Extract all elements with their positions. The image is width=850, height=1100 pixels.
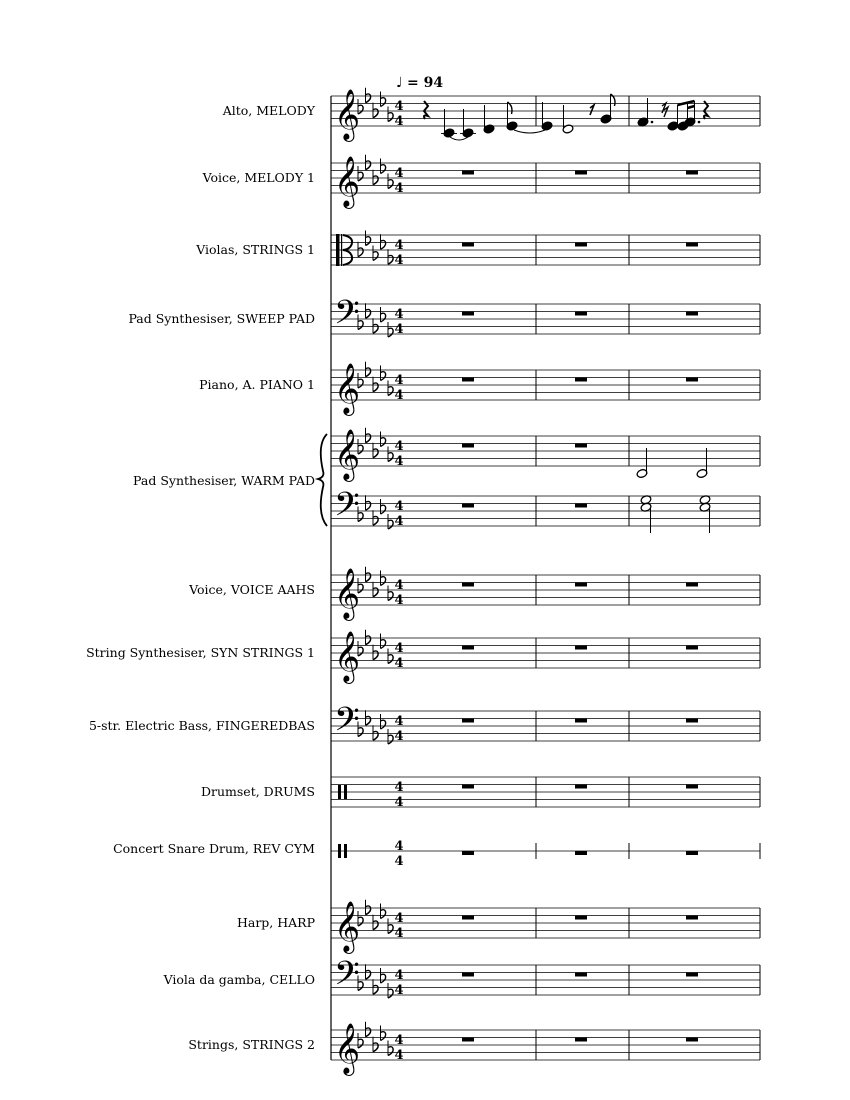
staff-alto-melody-time-signature-top: 4 — [394, 99, 404, 114]
staff-alto-melody-flat-icon — [381, 92, 386, 107]
staff-pad-synthesiser-warm-pad-lower-whole-rest-icon — [575, 504, 587, 508]
instrument-label: Harp, HARP — [236, 915, 315, 930]
alto-melody-sixteenth-rest-icon — [662, 103, 668, 117]
staff-violas-strings-1-flat-icon — [373, 246, 378, 261]
staff-5-str-electric-bass-fingeredbas-flat-icon — [366, 710, 371, 725]
staff-voice-melody-1-whole-rest-icon — [575, 171, 587, 175]
staff-violas-strings-1-flat-icon — [358, 242, 363, 257]
staff-voice-voice-aahs-time-signature-bottom: 4 — [394, 593, 404, 608]
staff-harp-harp-flat-icon — [366, 900, 371, 915]
staff-drumset-drums-whole-rest-icon — [686, 785, 698, 789]
instrument-label: Pad Synthesiser, SWEEP PAD — [128, 311, 315, 326]
staff-harp-harp-treble-clef-icon: 𝄞 — [334, 901, 361, 952]
instrument-label: Strings, STRINGS 2 — [188, 1037, 315, 1052]
staff-piano-a-piano-1-time-signature-bottom: 4 — [394, 388, 404, 403]
staff-pad-synthesiser-sweep-pad-bass-clef-icon: 𝄢 — [334, 294, 360, 340]
staff-string-synthesiser-syn-strings-1-flat-icon — [373, 645, 378, 660]
instrument-label: 5-str. Electric Bass, FINGEREDBAS — [88, 718, 315, 733]
staff-pad-synthesiser-sweep-pad-whole-rest-icon — [686, 312, 698, 316]
staff-harp-harp-time-signature-top: 4 — [394, 911, 404, 926]
staff-alto-melody-treble-clef-icon: 𝄞 — [334, 89, 361, 140]
staff-concert-snare-drum-rev-cym-whole-rest-icon — [686, 851, 698, 855]
staff-pad-synthesiser-warm-pad-upper-whole-rest-icon — [575, 444, 587, 448]
alto-melody-beam — [678, 101, 695, 105]
instrument-label: Alto, MELODY — [222, 103, 315, 118]
staff-voice-melody-1-flat-icon — [388, 174, 393, 189]
alto-melody-tie — [450, 137, 468, 140]
tempo-note-icon: ♩ — [396, 75, 403, 91]
staff-voice-melody-1-flat-icon — [366, 155, 371, 170]
staff-strings-strings-2-whole-rest-icon — [575, 1038, 587, 1042]
staff-string-synthesiser-syn-strings-1-time-signature-top: 4 — [394, 641, 404, 656]
staff-viola-da-gamba-cello-flat-icon — [388, 983, 393, 998]
staff-concert-snare-drum-rev-cym-time-signature-top: 4 — [394, 839, 404, 854]
staff-strings-strings-2-flat-icon — [381, 1026, 386, 1041]
staff-violas-strings-1-flat-icon — [381, 234, 386, 249]
staff-pad-synthesiser-warm-pad-lower-flat-icon — [366, 495, 371, 510]
alto-melody-eighth-rest-icon — [590, 105, 594, 115]
staff-5-str-electric-bass-fingeredbas-flat-icon — [381, 714, 386, 729]
staff-string-synthesiser-syn-strings-1-time-signature-bottom: 4 — [394, 656, 404, 671]
staff-viola-da-gamba-cello-time-signature-bottom: 4 — [394, 983, 404, 998]
staff-voice-voice-aahs-flat-icon — [366, 567, 371, 582]
staff-pad-synthesiser-sweep-pad-time-signature-top: 4 — [394, 307, 404, 322]
alto-melody-dot — [698, 121, 701, 124]
staff-drumset-drums-whole-rest-icon — [462, 785, 474, 789]
staff-drumset-drums-time-signature-bottom: 4 — [394, 795, 404, 810]
staff-harp-harp-flat-icon — [381, 904, 386, 919]
staff-voice-voice-aahs-whole-rest-icon — [462, 583, 474, 587]
instrument-label: Piano, A. PIANO 1 — [199, 377, 315, 392]
staff-voice-voice-aahs-whole-rest-icon — [686, 583, 698, 587]
staff-pad-synthesiser-sweep-pad-whole-rest-icon — [575, 312, 587, 316]
staff-voice-voice-aahs-flat-icon — [388, 586, 393, 601]
staff-pad-synthesiser-sweep-pad-time-signature-bottom: 4 — [394, 322, 404, 337]
staff-string-synthesiser-syn-strings-1-flat-icon — [366, 630, 371, 645]
staff-viola-da-gamba-cello-whole-rest-icon — [686, 973, 698, 977]
tempo-marking: = 94 — [407, 75, 444, 91]
staff-voice-melody-1-time-signature-bottom: 4 — [394, 181, 404, 196]
staff-viola-da-gamba-cello-flat-icon — [366, 964, 371, 979]
staff-5-str-electric-bass-fingeredbas-bass-clef-icon: 𝄢 — [334, 701, 360, 747]
staff-5-str-electric-bass-fingeredbas-time-signature-top: 4 — [394, 714, 404, 729]
staff-voice-voice-aahs-whole-rest-icon — [575, 583, 587, 587]
staff-pad-synthesiser-sweep-pad-flat-icon — [373, 318, 378, 333]
staff-harp-harp-flat-icon — [373, 915, 378, 930]
staff-piano-a-piano-1-flat-icon — [373, 377, 378, 392]
instrument-label: Violas, STRINGS 1 — [196, 242, 315, 257]
staff-voice-voice-aahs-treble-clef-icon: 𝄞 — [334, 568, 361, 619]
staff-pad-synthesiser-warm-pad-upper-whole-rest-icon — [462, 444, 474, 448]
staff-violas-strings-1-whole-rest-icon — [462, 243, 474, 247]
alto-melody-tie — [514, 130, 545, 133]
staff-pad-synthesiser-sweep-pad-whole-rest-icon — [462, 312, 474, 316]
staff-piano-a-piano-1-whole-rest-icon — [575, 378, 587, 382]
staff-pad-synthesiser-warm-pad-upper-treble-clef-icon: 𝄞 — [334, 429, 361, 480]
staff-pad-synthesiser-warm-pad-lower-flat-icon — [388, 514, 393, 529]
staff-piano-a-piano-1-flat-icon — [381, 366, 386, 381]
staff-violas-strings-1-time-signature-top: 4 — [394, 238, 404, 253]
staff-pad-synthesiser-warm-pad-lower-bass-clef-icon: 𝄢 — [334, 486, 360, 532]
staff-pad-synthesiser-sweep-pad-flat-icon — [366, 303, 371, 318]
staff-harp-harp-flat-icon — [388, 919, 393, 934]
staff-pad-synthesiser-warm-pad-lower-flat-icon — [381, 499, 386, 514]
staff-pad-synthesiser-warm-pad-lower-time-signature-top: 4 — [394, 499, 404, 514]
staff-string-synthesiser-syn-strings-1-treble-clef-icon: 𝄞 — [334, 631, 361, 682]
instrument-label: Drumset, DRUMS — [200, 784, 315, 799]
staff-alto-melody-flat-icon — [366, 88, 371, 103]
staff-alto-melody-time-signature-bottom: 4 — [394, 114, 404, 129]
alto-melody-beam — [688, 106, 695, 108]
staff-piano-a-piano-1-flat-icon — [366, 362, 371, 377]
staff-5-str-electric-bass-fingeredbas-flat-icon — [373, 725, 378, 740]
staff-strings-strings-2-time-signature-top: 4 — [394, 1033, 404, 1048]
staff-strings-strings-2-treble-clef-icon: 𝄞 — [334, 1023, 361, 1074]
staff-pad-synthesiser-warm-pad-lower-whole-rest-icon — [462, 504, 474, 508]
staff-string-synthesiser-syn-strings-1-flat-icon — [388, 649, 393, 664]
staff-piano-a-piano-1-time-signature-top: 4 — [394, 373, 404, 388]
staff-piano-a-piano-1-treble-clef-icon: 𝄞 — [334, 363, 361, 414]
staff-voice-melody-1-flat-icon — [381, 159, 386, 174]
staff-strings-strings-2-flat-icon — [388, 1041, 393, 1056]
instrument-label: Pad Synthesiser, WARM PAD — [133, 473, 315, 488]
staff-harp-harp-whole-rest-icon — [575, 916, 587, 920]
staff-pad-synthesiser-warm-pad-upper-time-signature-top: 4 — [394, 439, 404, 454]
staff-viola-da-gamba-cello-bass-clef-icon: 𝄢 — [334, 955, 360, 1001]
staff-harp-harp-whole-rest-icon — [462, 916, 474, 920]
instrument-label: Voice, MELODY 1 — [202, 170, 315, 185]
staff-viola-da-gamba-cello-time-signature-top: 4 — [394, 968, 404, 983]
staff-5-str-electric-bass-fingeredbas-time-signature-bottom: 4 — [394, 729, 404, 744]
staff-strings-strings-2-flat-icon — [373, 1037, 378, 1052]
staff-pad-synthesiser-warm-pad-upper-flat-icon — [373, 443, 378, 458]
staff-piano-a-piano-1-whole-rest-icon — [462, 378, 474, 382]
staff-harp-harp-time-signature-bottom: 4 — [394, 926, 404, 941]
staff-pad-synthesiser-sweep-pad-flat-icon — [388, 322, 393, 337]
staff-concert-snare-drum-rev-cym-whole-rest-icon — [462, 851, 474, 855]
staff-drumset-drums-percussion-clef-icon — [338, 785, 341, 799]
staff-pad-synthesiser-sweep-pad-flat-icon — [381, 307, 386, 322]
staff-voice-melody-1-time-signature-top: 4 — [394, 166, 404, 181]
staff-pad-synthesiser-warm-pad-upper-flat-icon — [388, 447, 393, 462]
staff-5-str-electric-bass-fingeredbas-flat-icon — [388, 729, 393, 744]
staff-voice-melody-1-treble-clef-icon: 𝄞 — [334, 156, 361, 207]
staff-concert-snare-drum-rev-cym-percussion-clef-icon — [338, 844, 341, 858]
staff-viola-da-gamba-cello-flat-icon — [381, 968, 386, 983]
instrument-label: Viola da gamba, CELLO — [163, 972, 315, 987]
staff-piano-a-piano-1-flat-icon — [388, 381, 393, 396]
staff-alto-melody-flat-icon — [373, 103, 378, 118]
staff-pad-synthesiser-warm-pad-lower-time-signature-bottom: 4 — [394, 514, 404, 529]
staff-harp-harp-whole-rest-icon — [686, 916, 698, 920]
staff-5-str-electric-bass-fingeredbas-whole-rest-icon — [462, 719, 474, 723]
staff-string-synthesiser-syn-strings-1-whole-rest-icon — [575, 646, 587, 650]
staff-voice-voice-aahs-flat-icon — [373, 582, 378, 597]
staff-viola-da-gamba-cello-flat-icon — [373, 979, 378, 994]
instrument-label: Concert Snare Drum, REV CYM — [113, 841, 315, 856]
staff-pad-synthesiser-warm-pad-upper-time-signature-bottom: 4 — [394, 454, 404, 469]
staff-5-str-electric-bass-fingeredbas-whole-rest-icon — [686, 719, 698, 723]
instrument-label: String Synthesiser, SYN STRINGS 1 — [86, 645, 315, 660]
staff-violas-strings-1-time-signature-bottom: 4 — [394, 253, 404, 268]
staff-5-str-electric-bass-fingeredbas-whole-rest-icon — [575, 719, 587, 723]
staff-drumset-drums-whole-rest-icon — [575, 785, 587, 789]
staff-violas-strings-1-whole-rest-icon — [686, 243, 698, 247]
staff-concert-snare-drum-rev-cym-time-signature-bottom: 4 — [394, 854, 404, 869]
staff-voice-voice-aahs-flat-icon — [381, 571, 386, 586]
staff-viola-da-gamba-cello-whole-rest-icon — [575, 973, 587, 977]
staff-piano-a-piano-1-whole-rest-icon — [686, 378, 698, 382]
staff-concert-snare-drum-rev-cym-whole-rest-icon — [575, 851, 587, 855]
staff-voice-melody-1-flat-icon — [373, 170, 378, 185]
staff-string-synthesiser-syn-strings-1-whole-rest-icon — [462, 646, 474, 650]
staff-pad-synthesiser-warm-pad-lower-flat-icon — [373, 510, 378, 525]
staff-drumset-drums-percussion-clef-icon — [344, 785, 347, 799]
alto-melody-dot — [651, 121, 654, 124]
staff-voice-melody-1-whole-rest-icon — [462, 171, 474, 175]
staff-string-synthesiser-syn-strings-1-whole-rest-icon — [686, 646, 698, 650]
staff-alto-melody-flat-icon — [388, 107, 393, 122]
staff-voice-voice-aahs-time-signature-top: 4 — [394, 578, 404, 593]
staff-strings-strings-2-whole-rest-icon — [686, 1038, 698, 1042]
staff-pad-synthesiser-warm-pad-upper-flat-icon — [381, 432, 386, 447]
staff-strings-strings-2-time-signature-bottom: 4 — [394, 1048, 404, 1063]
staff-strings-strings-2-flat-icon — [366, 1022, 371, 1037]
staff-concert-snare-drum-rev-cym-percussion-clef-icon — [344, 844, 347, 858]
staff-string-synthesiser-syn-strings-1-flat-icon — [381, 634, 386, 649]
staff-strings-strings-2-whole-rest-icon — [462, 1038, 474, 1042]
staff-pad-synthesiser-warm-pad-brace-icon — [318, 434, 327, 526]
staff-pad-synthesiser-warm-pad-upper-flat-icon — [366, 428, 371, 443]
instrument-label: Voice, VOICE AAHS — [189, 582, 315, 597]
staff-drumset-drums-time-signature-top: 4 — [394, 780, 404, 795]
staff-violas-strings-1-flat-icon — [388, 249, 393, 264]
staff-violas-strings-1-flat-icon — [366, 231, 371, 246]
staff-violas-strings-1-whole-rest-icon — [575, 243, 587, 247]
staff-viola-da-gamba-cello-whole-rest-icon — [462, 973, 474, 977]
staff-voice-melody-1-whole-rest-icon — [686, 171, 698, 175]
